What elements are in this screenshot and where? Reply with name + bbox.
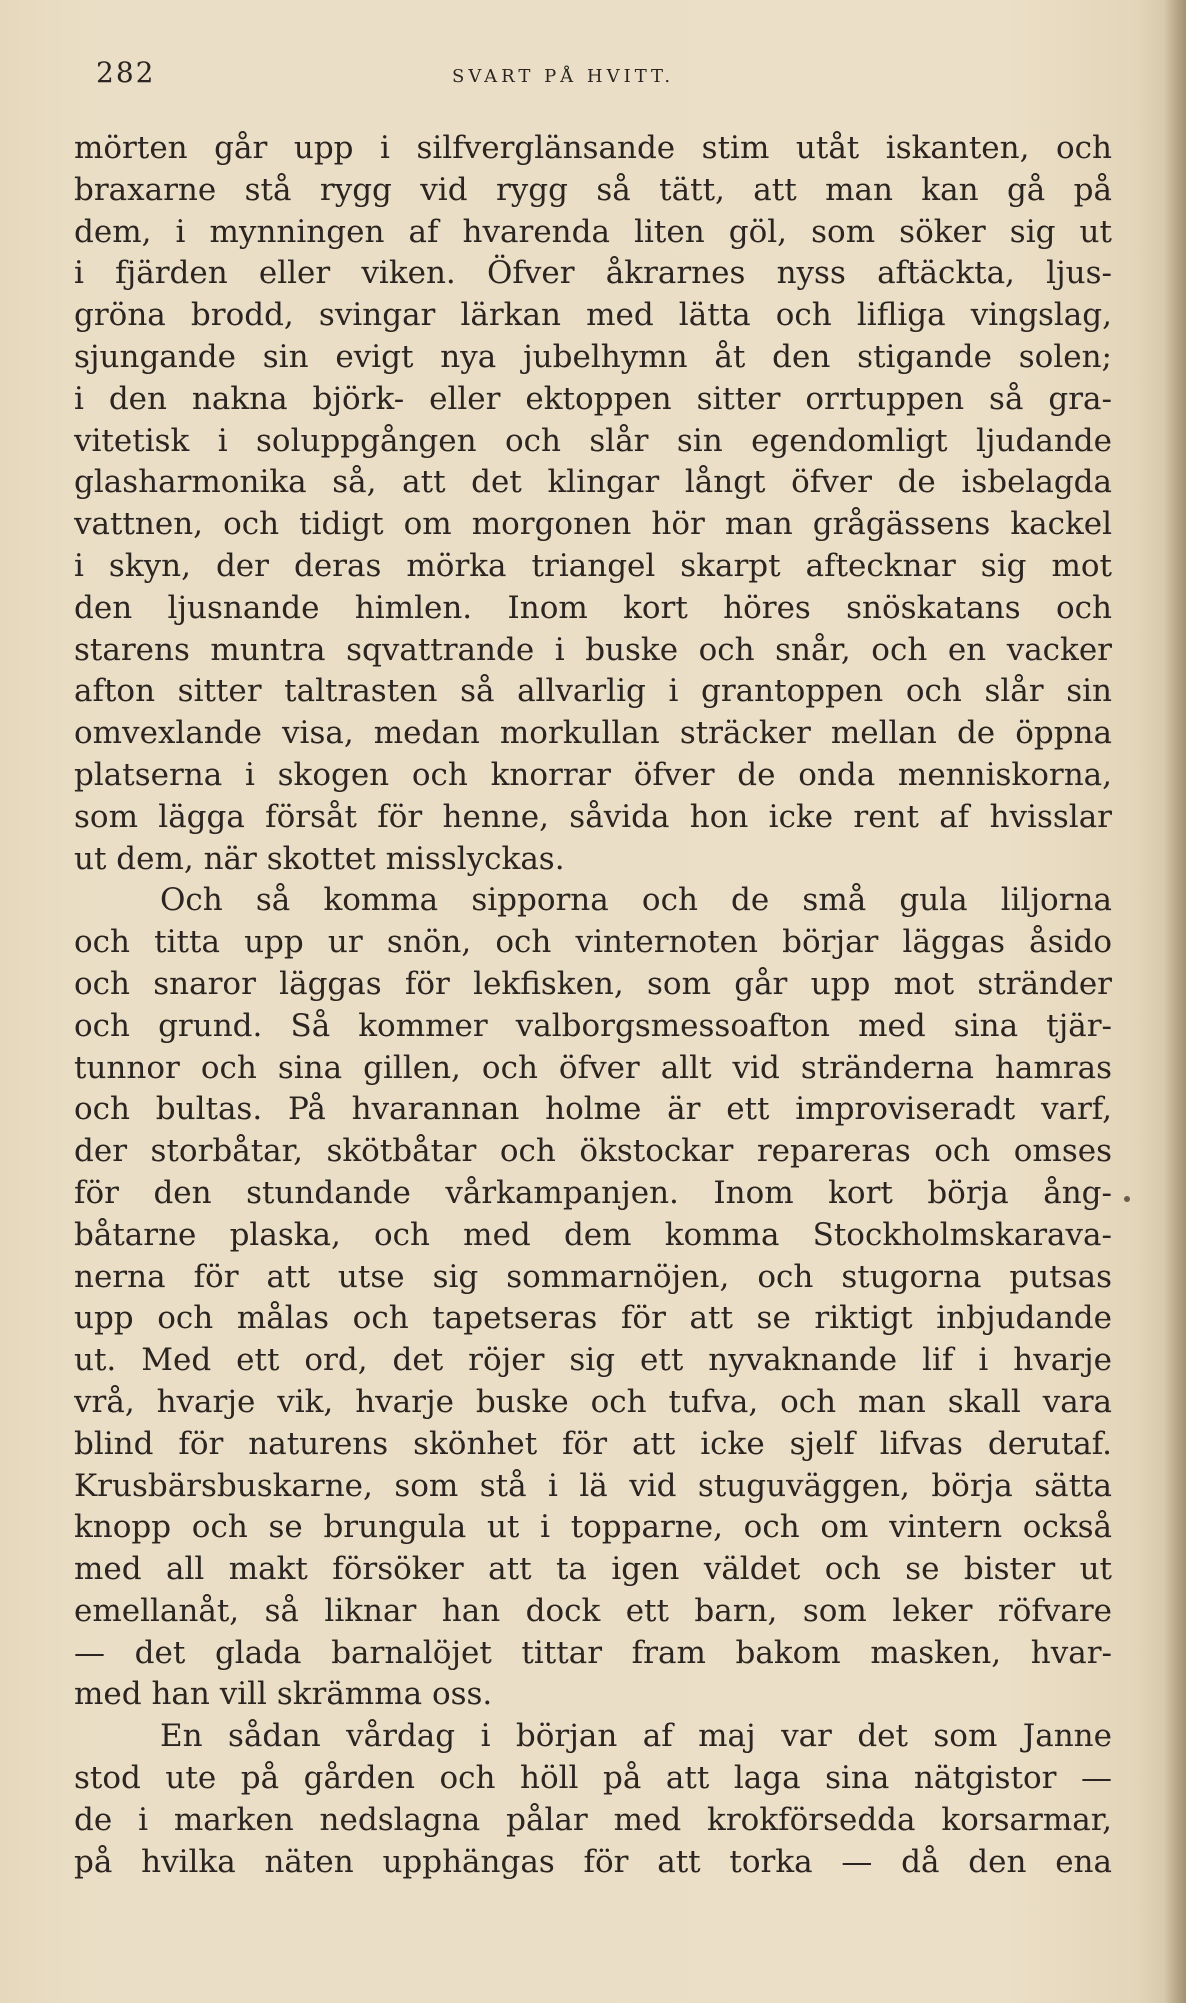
text-line: gröna brodd, svingar lärkan med lätta och lifliga vingslag,	[74, 297, 1112, 334]
text-line: starens muntra sqvattrande i buske och snår, och en vacker	[74, 631, 1112, 668]
text-line: — det glada barnalöjet tittar fram bakom masken, hvar-	[74, 1634, 1112, 1671]
text-line: omvexlande visa, medan morkullan sträcker mellan de öppna	[74, 715, 1112, 752]
text-line: nerna för att utse sig sommarnöjen, och stugorna putsas	[74, 1258, 1112, 1295]
text-line: afton sitter taltrasten så allvarlig i grantoppen och slår sin	[74, 673, 1112, 710]
text-line: stod ute på gården och höll på att laga sina nätgistor —	[74, 1760, 1112, 1797]
text-line-paragraph-end: med han vill skrämma oss.	[74, 1676, 493, 1713]
text-line: glasharmonika så, att det klingar långt öfver de isbelagda	[74, 464, 1112, 501]
text-line: platserna i skogen och knorrar öfver de onda menniskorna,	[74, 756, 1112, 793]
text-line: Krusbärsbuskarne, som stå i lä vid stuguväggen, börja sätta	[74, 1467, 1112, 1504]
text-line: i skyn, der deras mörka triangel skarpt aftecknar sig mot	[74, 547, 1112, 584]
body-text	[74, 128, 1112, 1883]
text-line: braxarne stå rygg vid rygg så tätt, att man kan gå på	[74, 171, 1112, 208]
text-line: der storbåtar, skötbåtar och ökstockar repareras och omses	[74, 1133, 1112, 1170]
text-line-paragraph-end: ut dem, när skottet misslyckas.	[74, 840, 565, 877]
text-line: dem, i mynningen af hvarenda liten göl, som söker sig ut	[74, 213, 1112, 250]
text-line: i den nakna björk- eller ektoppen sitter orrtuppen så gra-	[74, 380, 1112, 417]
margin-dot	[1124, 1196, 1130, 1202]
text-line: och titta upp ur snön, och vinternoten börjar läggas åsido	[74, 924, 1112, 961]
text-line-paragraph-start: En sådan vårdag i början af maj var det som Janne	[160, 1718, 1112, 1755]
text-line: och grund. Så kommer valborgsmessoafton med sina tjär-	[74, 1007, 1112, 1044]
text-line: vattnen, och tidigt om morgonen hör man grågässens kackel	[74, 506, 1112, 543]
page-number: 282	[96, 56, 156, 89]
text-line: med all makt försöker att ta igen väldet och se bister ut	[74, 1551, 1112, 1588]
text-line: knopp och se brungula ut i topparne, och om vintern också	[74, 1509, 1112, 1546]
running-head	[0, 56, 1186, 96]
text-line: mörten går upp i silfverglänsande stim utåt iskanten, och	[74, 130, 1112, 166]
text-line: tunnor och sina gillen, och öfver allt vid stränderna hamras	[74, 1049, 1112, 1086]
text-line-paragraph-start: Och så komma sipporna och de små gula liljorna	[160, 882, 1112, 919]
running-title: SVART PÅ HVITT.	[452, 66, 675, 87]
page-edge-shadow	[1164, 0, 1186, 2003]
text-line: i fjärden eller viken. Öfver åkrarnes nyss aftäckta, ljus-	[74, 255, 1112, 292]
text-line: båtarne plaska, och med dem komma Stockholmskarava-	[74, 1216, 1112, 1253]
text-line: blind för naturens skönhet för att icke sjelf lifvas derutaf.	[74, 1425, 1112, 1462]
text-line: sjungande sin evigt nya jubelhymn åt den stigande solen;	[74, 338, 1112, 375]
text-line: ut. Med ett ord, det röjer sig ett nyvaknande lif i hvarje	[74, 1342, 1112, 1379]
text-line: upp och målas och tapetseras för att se riktigt inbjudande	[74, 1300, 1112, 1337]
text-line: för den stundande vårkampanjen. Inom kort börja ång-	[74, 1174, 1112, 1211]
text-line: och bultas. På hvarannan holme är ett improviseradt varf,	[74, 1091, 1112, 1128]
text-line: den ljusnande himlen. Inom kort höres snöskatans och	[74, 589, 1112, 626]
text-line: och snaror läggas för lekfisken, som går upp mot stränder	[74, 965, 1112, 1002]
text-line: vitetisk i soluppgången och slår sin egendomligt ljudande	[74, 422, 1112, 459]
text-line: som lägga försåt för henne, såvida hon icke rent af hvisslar	[74, 798, 1112, 835]
text-line: på hvilka näten upphängas för att torka — då den ena	[74, 1843, 1112, 1880]
text-line: emellanåt, så liknar han dock ett barn, som leker röfvare	[74, 1592, 1112, 1629]
text-line: de i marken nedslagna pålar med krokförsedda korsarmar,	[74, 1801, 1112, 1838]
text-line: vrå, hvarje vik, hvarje buske och tufva, och man skall vara	[74, 1383, 1112, 1420]
